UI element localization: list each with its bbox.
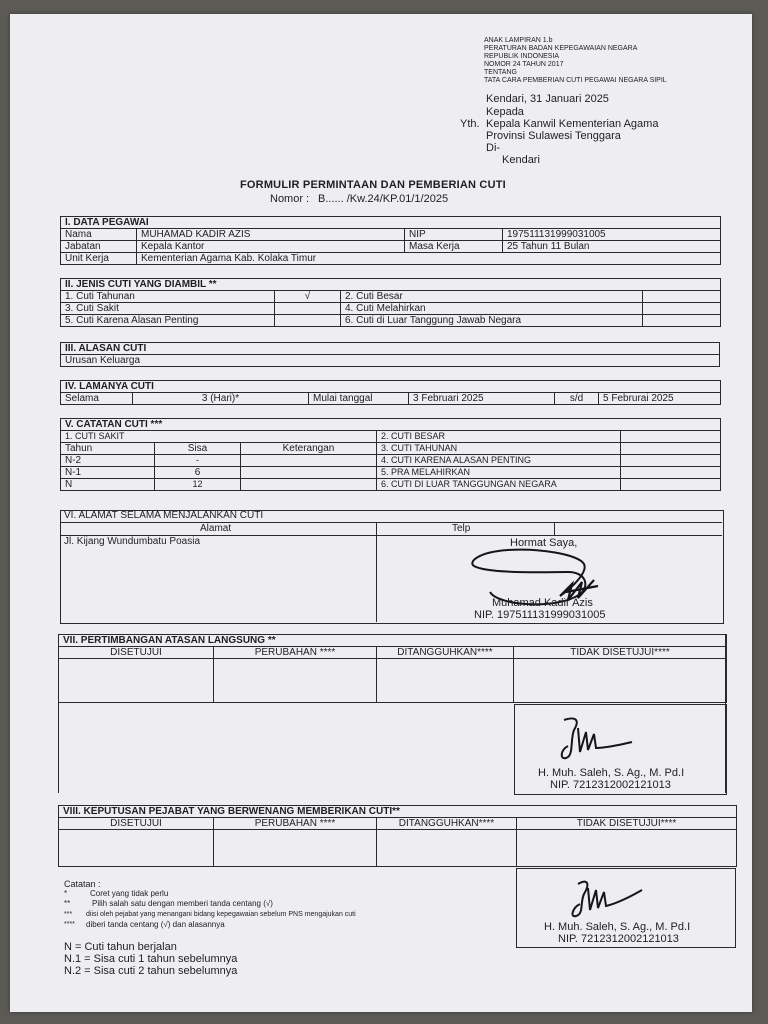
check-cell xyxy=(643,291,721,303)
section-heading: II. JENIS CUTI YANG DIAMBIL ** xyxy=(61,279,721,291)
col-tidak-disetujui: TIDAK DISETUJUI**** xyxy=(517,818,737,830)
official-name: H. Muh. Saleh, S. Ag., M. Pd.I xyxy=(544,921,691,933)
catatan-cell xyxy=(621,443,721,455)
row-sisa: 6 xyxy=(155,467,241,479)
selama-value: 3 (Hari)* xyxy=(133,393,309,405)
official-signature xyxy=(568,874,648,920)
legend-line: N.1 = Sisa cuti 1 tahun sebelumnya xyxy=(64,953,238,965)
cuti-option: 2. Cuti Besar xyxy=(341,291,643,303)
regulation-header xyxy=(484,37,667,85)
form-title: FORMULIR PERMINTAAN DAN PEMBERIAN CUTI xyxy=(240,179,506,191)
section-heading: I. DATA PEGAWAI xyxy=(61,217,721,229)
recipient-city: Kendari xyxy=(502,154,540,166)
decision-cell xyxy=(514,659,727,703)
section-heading: VIII. KEPUTUSAN PEJABAT YANG BERWENANG MEMBERIKAN CUTI** xyxy=(59,806,737,818)
recipient-line2: Provinsi Sulawesi Tenggara xyxy=(486,130,621,142)
nomor-label: Nomor : xyxy=(270,193,310,205)
row-sisa: 12 xyxy=(155,479,241,491)
col-tahun: Tahun xyxy=(61,443,155,455)
nomor-value: B...... /Kw.24/KP.01/1/2025 xyxy=(318,193,449,205)
col-tidak-disetujui: TIDAK DISETUJUI**** xyxy=(514,647,727,659)
header-line: TATA CARA PEMBERIAN CUTI PEGAWAI NEGARA SIPIL xyxy=(484,77,667,84)
section-jenis-cuti xyxy=(60,278,721,327)
pertimbangan-table xyxy=(58,634,727,703)
alasan-value: Urusan Keluarga xyxy=(61,355,720,367)
row-sisa: - xyxy=(155,455,241,467)
telp-label: Telp xyxy=(452,523,471,534)
legend xyxy=(64,941,237,977)
cuti-option: 1. Cuti Tahunan xyxy=(61,291,275,303)
recipient-line1: Kepala Kanwil Kementerian Agama xyxy=(486,118,659,130)
catatan-cell xyxy=(621,431,721,443)
nama-label: Nama xyxy=(61,229,137,241)
yth-label: Yth. xyxy=(460,118,480,130)
note-mark: *** xyxy=(64,911,73,918)
supervisor-name: H. Muh. Saleh, S. Ag., M. Pd.I xyxy=(538,767,685,779)
decision-cell xyxy=(59,830,214,867)
decision-cell xyxy=(214,830,377,867)
supervisor-nip: NIP. 7212312002121013 xyxy=(550,779,671,791)
note-mark: **** xyxy=(64,921,75,928)
col-ditangguhkan: DITANGGUHKAN**** xyxy=(377,647,514,659)
header-line: REPUBLIK INDONESIA xyxy=(484,53,560,60)
unit-kerja-label: Unit Kerja xyxy=(61,253,137,265)
header-line: PERATURAN BADAN KEPEGAWAIAN NEGARA xyxy=(484,45,638,52)
header-line: TENTANG xyxy=(484,69,517,76)
applicant-name: Muhamad Kadir Azis xyxy=(492,597,593,609)
section-data-pegawai xyxy=(60,216,721,265)
note-text: diberi tanda centang (√) dan alasannya xyxy=(86,920,225,929)
check-cell xyxy=(275,315,341,327)
cuti-sakit-label: 1. CUTI SAKIT xyxy=(61,431,377,443)
keputusan-table xyxy=(58,805,737,867)
row-tahun: N-2 xyxy=(61,455,155,467)
masa-kerja-label: Masa Kerja xyxy=(405,241,503,253)
section-lamanya-cuti xyxy=(60,380,721,405)
col-keterangan: Keterangan xyxy=(241,443,377,455)
legend-line: N = Cuti tahun berjalan xyxy=(64,941,177,953)
sampai-value: 5 Februrai 2025 xyxy=(599,393,721,405)
legend-line: N.2 = Sisa cuti 2 tahun sebelumnya xyxy=(64,965,238,977)
decision-cell xyxy=(517,830,737,867)
row-keterangan xyxy=(241,467,377,479)
notes-title: Catatan : xyxy=(64,879,101,889)
section-heading: III. ALASAN CUTI xyxy=(61,343,720,355)
nip-value: 197511131999031005 xyxy=(503,229,721,241)
row-keterangan xyxy=(241,479,377,491)
decision-cell xyxy=(214,659,377,703)
check-cell xyxy=(275,303,341,315)
catatan-item: 3. CUTI TAHUNAN xyxy=(377,443,621,455)
header-line: ANAK LAMPIRAN 1.b xyxy=(484,37,553,44)
jabatan-value: Kepala Kantor xyxy=(137,241,405,253)
decision-cell xyxy=(377,659,514,703)
jabatan-label: Jabatan xyxy=(61,241,137,253)
hormat-saya: Hormat Saya, xyxy=(510,537,578,549)
section-heading: VI. ALAMAT SELAMA MENJALANKAN CUTI xyxy=(64,510,264,521)
kepada-label: Kepada xyxy=(486,106,524,118)
letter-date: Kendari, 31 Januari 2025 xyxy=(486,93,609,105)
di-label: Di- xyxy=(486,142,501,154)
unit-kerja-value: Kementerian Agama Kab. Kolaka Timur xyxy=(137,253,721,265)
decision-cell xyxy=(377,830,517,867)
section-heading: V. CATATAN CUTI *** xyxy=(61,419,721,431)
col-disetujui: DISETUJUI xyxy=(59,647,214,659)
section-alasan-cuti xyxy=(60,342,720,367)
catatan-item: 6. CUTI DI LUAR TANGGUNGAN NEGARA xyxy=(377,479,621,491)
nip-label: NIP xyxy=(405,229,503,241)
row-tahun: N-1 xyxy=(61,467,155,479)
row-tahun: N xyxy=(61,479,155,491)
sd-label: s/d xyxy=(555,393,599,405)
note-text: Pilih salah satu dengan memberi tanda centang (√) xyxy=(92,899,273,908)
divider xyxy=(554,522,555,535)
row-keterangan xyxy=(241,455,377,467)
note-text: diisi oleh pejabat yang menangani bidang kepegawaian sebelum PNS mengajukan cuti xyxy=(86,911,356,918)
applicant-nip: NIP. 197511131999031005 xyxy=(474,609,606,621)
catatan-item: 4. CUTI KARENA ALASAN PENTING xyxy=(377,455,621,467)
check-mark: √ xyxy=(275,291,341,303)
section-alamat xyxy=(60,510,724,624)
masa-kerja-value: 25 Tahun 11 Bulan xyxy=(503,241,721,253)
col-sisa: Sisa xyxy=(155,443,241,455)
section-heading: VII. PERTIMBANGAN ATASAN LANGSUNG ** xyxy=(59,635,727,647)
note-mark: * xyxy=(64,889,68,898)
divider xyxy=(60,522,722,523)
decision-cell xyxy=(59,659,214,703)
alamat-label: Alamat xyxy=(200,523,232,534)
catatan-item: 5. PRA MELAHIRKAN xyxy=(377,467,621,479)
alamat-value: Jl. Kijang Wundumbatu Poasia xyxy=(64,536,201,547)
cuti-option: 3. Cuti Sakit xyxy=(61,303,275,315)
note-text: Coret yang tidak perlu xyxy=(90,889,169,898)
catatan-item: 2. CUTI BESAR xyxy=(377,431,621,443)
mulai-value: 3 Februari 2025 xyxy=(409,393,555,405)
divider xyxy=(376,522,377,622)
header-line: NOMOR 24 TAHUN 2017 xyxy=(484,61,564,68)
col-ditangguhkan: DITANGGUHKAN**** xyxy=(377,818,517,830)
cuti-option: 4. Cuti Melahirkan xyxy=(341,303,643,315)
catatan-cell xyxy=(621,467,721,479)
cuti-option: 6. Cuti di Luar Tanggung Jawab Negara xyxy=(341,315,643,327)
section-catatan-cuti xyxy=(60,418,721,491)
col-disetujui: DISETUJUI xyxy=(59,818,214,830)
catatan-cell xyxy=(621,455,721,467)
nama-value: MUHAMAD KADIR AZIS xyxy=(137,229,405,241)
catatan-cell xyxy=(621,479,721,491)
official-nip: NIP. 7212312002121013 xyxy=(558,933,679,945)
cuti-option: 5. Cuti Karena Alasan Penting xyxy=(61,315,275,327)
check-cell xyxy=(643,315,721,327)
mulai-label: Mulai tanggal xyxy=(309,393,409,405)
selama-label: Selama xyxy=(61,393,133,405)
col-perubahan: PERUBAHAN **** xyxy=(214,818,377,830)
supervisor-signature xyxy=(556,712,638,764)
col-perubahan: PERUBAHAN **** xyxy=(214,647,377,659)
note-mark: ** xyxy=(64,899,71,908)
check-cell xyxy=(643,303,721,315)
section-heading: IV. LAMANYA CUTI xyxy=(61,381,721,393)
